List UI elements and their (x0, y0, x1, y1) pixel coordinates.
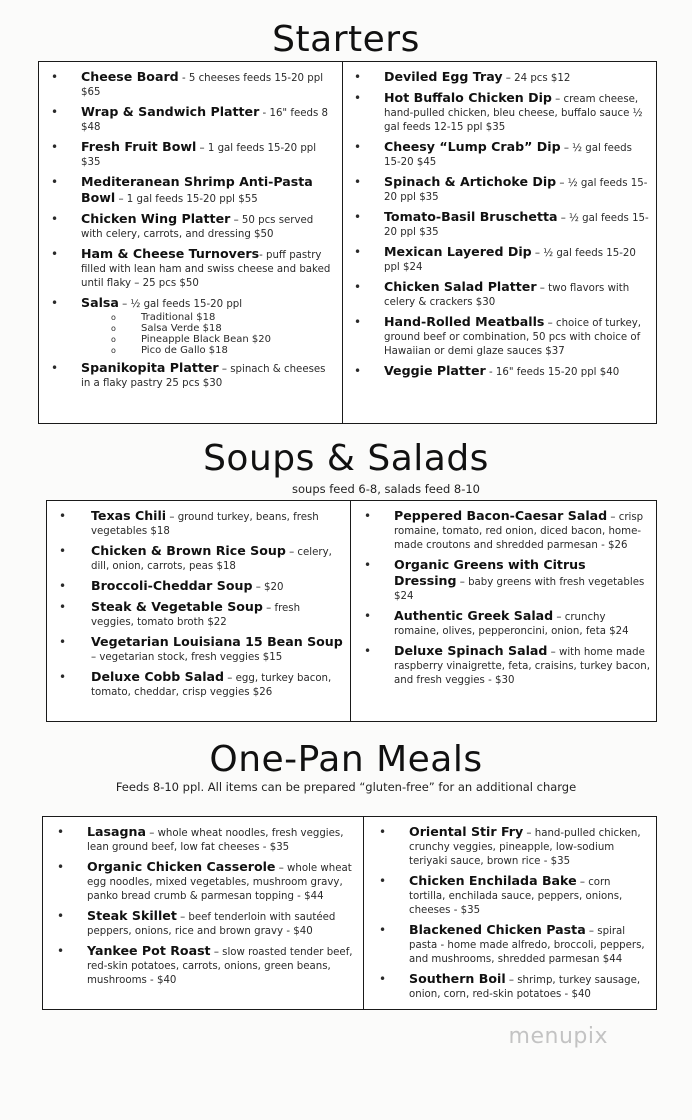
meals-left-column (43, 817, 363, 1009)
menu-item (365, 825, 650, 869)
menu-item-name: Broccoli-Cheddar Soup (91, 578, 253, 593)
menu-item-name: Spinach & Artichoke Dip (384, 174, 557, 189)
menu-item-description: – 1 gal feeds 15-20 ppl $55 (115, 194, 258, 205)
bullet-icon: • (59, 579, 67, 593)
menu-item (365, 874, 650, 918)
menu-item (39, 212, 336, 242)
bullet-icon: • (51, 70, 59, 84)
bullet-icon: • (51, 175, 59, 189)
menu-item (344, 210, 650, 240)
menu-item-name: Wrap & Sandwich Platter (81, 104, 260, 119)
menu-item-name: Cheese Board (81, 69, 179, 84)
menu-item-name: Southern Boil (409, 971, 506, 986)
menu-item (43, 860, 357, 904)
menu-item (344, 175, 650, 205)
salsa-options-list (111, 312, 336, 356)
menu-item-name: Deluxe Spinach Salad (394, 643, 548, 658)
menu-item-description: – ½ gal feeds 15-20 ppl $35 (384, 178, 648, 203)
menu-item-name: Peppered Bacon-Caesar Salad (394, 508, 608, 523)
starters-right-list (344, 70, 650, 380)
bullet-icon: • (51, 105, 59, 119)
bullet-icon: • (364, 558, 372, 572)
menu-item (47, 635, 344, 665)
bullet-icon: • (354, 91, 362, 105)
bullet-icon: • (364, 644, 372, 658)
menu-item (39, 361, 336, 391)
menu-item-name: Spanikopita Platter (81, 360, 219, 375)
bullet-icon: • (354, 70, 362, 84)
menu-item-name: Mediteranean Shrimp Anti-Pasta Bowl (81, 174, 313, 205)
circle-bullet-icon: o (111, 313, 116, 322)
menu-item-description: – spinach & cheeses in a flaky pastry 25 pcs $30 (81, 364, 326, 389)
bullet-icon: • (354, 364, 362, 378)
menu-item-name: Deluxe Cobb Salad (91, 669, 225, 684)
starters-left-column (39, 62, 342, 423)
menu-item-description: – $20 (252, 582, 284, 593)
menu-item (344, 91, 650, 135)
menu-item (344, 364, 650, 380)
soups-subtitle: soups feed 6-8, salads feed 8-10 (292, 482, 480, 496)
meals-box (42, 816, 657, 1010)
menu-item-name: Veggie Platter (384, 363, 486, 378)
bullet-icon: • (59, 544, 67, 558)
soups-left-list (47, 509, 344, 700)
bullet-icon: • (354, 315, 362, 329)
menu-item-name: Chicken Wing Platter (81, 211, 231, 226)
menu-item (344, 245, 650, 275)
soups-column-divider (350, 501, 351, 721)
starters-right-column (344, 62, 656, 423)
menu-item-description: - puff pastry filled with lean ham and swiss cheese and baked until flaky – 25 pcs $50 (81, 250, 331, 289)
menu-item (352, 509, 650, 553)
menu-item-description: - 16" feeds 8 $48 (81, 108, 328, 133)
menu-item-description: – egg, turkey bacon, tomato, cheddar, crisp veggies $26 (91, 673, 332, 698)
menu-item-name: Organic Greens with Citrus Dressing (394, 557, 586, 588)
menu-item (352, 644, 650, 688)
starters-title: Starters (272, 19, 420, 60)
menu-item-description: – celery, dill, onion, carrots, peas $18 (91, 547, 332, 572)
menu-item-description: – choice of turkey, ground beef or combination, 50 pcs with choice of Hawaiian or demi glaze sauces $37 (384, 318, 641, 357)
menu-item (47, 509, 344, 539)
menu-item-name: Oriental Stir Fry (409, 824, 524, 839)
bullet-icon: • (379, 972, 387, 986)
menu-item-name: Mexican Layered Dip (384, 244, 532, 259)
bullet-icon: • (379, 825, 387, 839)
salsa-option (111, 334, 336, 345)
meals-title: One-Pan Meals (209, 739, 483, 780)
menu-item-description: – hand-pulled chicken, crunchy veggies, pineapple, low-sodium teriyaki sauce, brown rice - $35 (409, 828, 641, 867)
menu-item-name: Deviled Egg Tray (384, 69, 503, 84)
menu-item-description: – with home made raspberry vinaigrette, feta, craisins, turkey bacon, and fresh veggies - $30 (394, 647, 650, 686)
menu-item-description: - 5 cheeses feeds 15-20 ppl $65 (81, 73, 324, 98)
circle-bullet-icon: o (111, 324, 116, 333)
menu-item-description: – ½ gal feeds 15-20 $45 (384, 143, 632, 168)
menu-item-description: – 1 gal feeds 15-20 ppl $35 (81, 143, 317, 168)
menu-item (344, 70, 650, 86)
starters-column-divider (342, 62, 343, 423)
menu-item-name: Chicken Enchilada Bake (409, 873, 577, 888)
menu-item-description: – 50 pcs served with celery, carrots, and dressing $50 (81, 215, 314, 240)
menu-item (344, 315, 650, 359)
menu-item-description: – baby greens with fresh vegetables $24 (394, 577, 645, 602)
bullet-icon: • (57, 909, 65, 923)
bullet-icon: • (354, 210, 362, 224)
bullet-icon: • (51, 140, 59, 154)
bullet-icon: • (51, 361, 59, 375)
bullet-icon: • (379, 874, 387, 888)
bullet-icon: • (51, 212, 59, 226)
menu-item-name: Vegetarian Louisiana 15 Bean Soup (91, 634, 343, 649)
menu-item-name: Chicken Salad Platter (384, 279, 537, 294)
bullet-icon: • (59, 670, 67, 684)
salsa-option-label: Salsa Verde $18 (141, 323, 222, 334)
menu-item (344, 280, 650, 310)
menu-item (47, 579, 344, 595)
menu-item (39, 175, 336, 207)
bullet-icon: • (379, 923, 387, 937)
menu-item (39, 247, 336, 291)
menu-item-description: – slow roasted tender beef, red-skin potatoes, carrots, onions, green beans, mushrooms - $40 (87, 947, 353, 986)
soups-right-list (352, 509, 650, 688)
salsa-option-label: Pico de Gallo $18 (141, 345, 228, 356)
menu-item-description: – spiral pasta - home made alfredo, broccoli, peppers, and mushrooms, shredded parmesan $44 (409, 926, 645, 965)
bullet-icon: • (59, 635, 67, 649)
menu-item-description: – beef tenderloin with sautéed peppers, onions, rice and brown gravy - $40 (87, 912, 336, 937)
menu-item (365, 972, 650, 1002)
bullet-icon: • (59, 509, 67, 523)
menu-item-description: – crisp romaine, tomato, red onion, diced bacon, home-made croutons and shredded parmesan - $26 (394, 512, 644, 551)
soups-box (46, 500, 657, 722)
salsa-option-label: Traditional $18 (141, 312, 216, 323)
menu-item-name: Chicken & Brown Rice Soup (91, 543, 286, 558)
menu-item (43, 825, 357, 855)
meals-right-column (365, 817, 656, 1009)
starters-box (38, 61, 657, 424)
menu-item-description: – cream cheese, hand-pulled chicken, bleu cheese, buffalo sauce ½ gal feeds 12-15 ppl $35 (384, 94, 643, 133)
circle-bullet-icon: o (111, 335, 116, 344)
meals-right-list (365, 825, 650, 1002)
menu-item-description: – corn tortilla, enchilada sauce, peppers, onions, cheeses - $35 (409, 877, 623, 916)
menu-item-name: Ham & Cheese Turnovers (81, 246, 260, 261)
menu-item-name: Yankee Pot Roast (87, 943, 211, 958)
menu-item-name: Blackened Chicken Pasta (409, 922, 586, 937)
menu-item-description: – fresh veggies, tomato broth $22 (91, 603, 301, 628)
menu-item-name: Hand-Rolled Meatballs (384, 314, 545, 329)
menu-item-description: – ground turkey, beans, fresh vegetables $18 (91, 512, 319, 537)
menu-item-description: – ½ gal feeds 15-20 ppl (118, 299, 243, 310)
menu-item-description: - 16" feeds 15-20 ppl $40 (485, 367, 620, 378)
bullet-icon: • (51, 247, 59, 261)
bullet-icon: • (51, 296, 59, 310)
bullet-icon: • (57, 860, 65, 874)
bullet-icon: • (59, 600, 67, 614)
menu-item-name: Authentic Greek Salad (394, 608, 554, 623)
menu-item (39, 296, 336, 356)
menu-item-description: – vegetarian stock, fresh veggies $15 (91, 652, 283, 663)
menu-item-name: Organic Chicken Casserole (87, 859, 276, 874)
menu-item (43, 909, 357, 939)
watermark-logo: menupix (508, 1024, 608, 1049)
menu-item-name: Fresh Fruit Bowl (81, 139, 197, 154)
menu-item (47, 544, 344, 574)
menu-item-name: Tomato-Basil Bruschetta (384, 209, 558, 224)
meals-left-list (43, 825, 357, 988)
bullet-icon: • (354, 280, 362, 294)
menu-item-description: – ½ gal feeds 15-20 ppl $35 (384, 213, 649, 238)
menu-item (344, 140, 650, 170)
menu-item-name: Steak & Vegetable Soup (91, 599, 263, 614)
menu-item (39, 70, 336, 100)
menu-item-description: – two flavors with celery & crackers $30 (384, 283, 630, 308)
meals-subtitle: Feeds 8-10 ppl. All items can be prepared “gluten-free” for an additional charge (115, 780, 577, 794)
salsa-option (111, 323, 336, 334)
menu-item-name: Salsa (81, 295, 119, 310)
bullet-icon: • (354, 140, 362, 154)
menu-item-name: Hot Buffalo Chicken Dip (384, 90, 552, 105)
menu-item-description: – whole wheat noodles, fresh veggies, lean ground beef, low fat cheeses - $35 (87, 828, 344, 853)
menu-item-description: – crunchy romaine, olives, pepperoncini, onion, feta $24 (394, 612, 629, 637)
menu-item-description: – 24 pcs $12 (502, 73, 571, 84)
menu-item (365, 923, 650, 967)
menu-item-name: Cheesy “Lump Crab” Dip (384, 139, 561, 154)
bullet-icon: • (354, 245, 362, 259)
menu-item-description: – ½ gal feeds 15-20 ppl $24 (384, 248, 636, 273)
bullet-icon: • (364, 509, 372, 523)
menu-item-name: Texas Chili (91, 508, 167, 523)
menu-item (39, 140, 336, 170)
soups-left-column (47, 501, 350, 721)
salsa-option-label: Pineapple Black Bean $20 (141, 334, 271, 345)
menu-item-name: Lasagna (87, 824, 146, 839)
circle-bullet-icon: o (111, 346, 116, 355)
salsa-option (111, 345, 336, 356)
soups-title: Soups & Salads (203, 438, 489, 479)
menu-item-description: – shrimp, turkey sausage, onion, corn, red-skin potatoes - $40 (409, 975, 641, 1000)
menu-item (47, 670, 344, 700)
menu-item-description: – whole wheat egg noodles, mixed vegetables, mushroom gravy, panko bread crumb & parmesan topping - $44 (87, 863, 352, 902)
meals-column-divider (363, 817, 364, 1009)
bullet-icon: • (57, 825, 65, 839)
menu-item (43, 944, 357, 988)
salsa-option (111, 312, 336, 323)
menu-item (39, 105, 336, 135)
menu-item-name: Steak Skillet (87, 908, 177, 923)
soups-right-column (352, 501, 656, 721)
bullet-icon: • (364, 609, 372, 623)
menu-item (352, 609, 650, 639)
menu-item (47, 600, 344, 630)
starters-left-list (39, 70, 336, 391)
menu-item (352, 558, 650, 604)
bullet-icon: • (354, 175, 362, 189)
bullet-icon: • (57, 944, 65, 958)
